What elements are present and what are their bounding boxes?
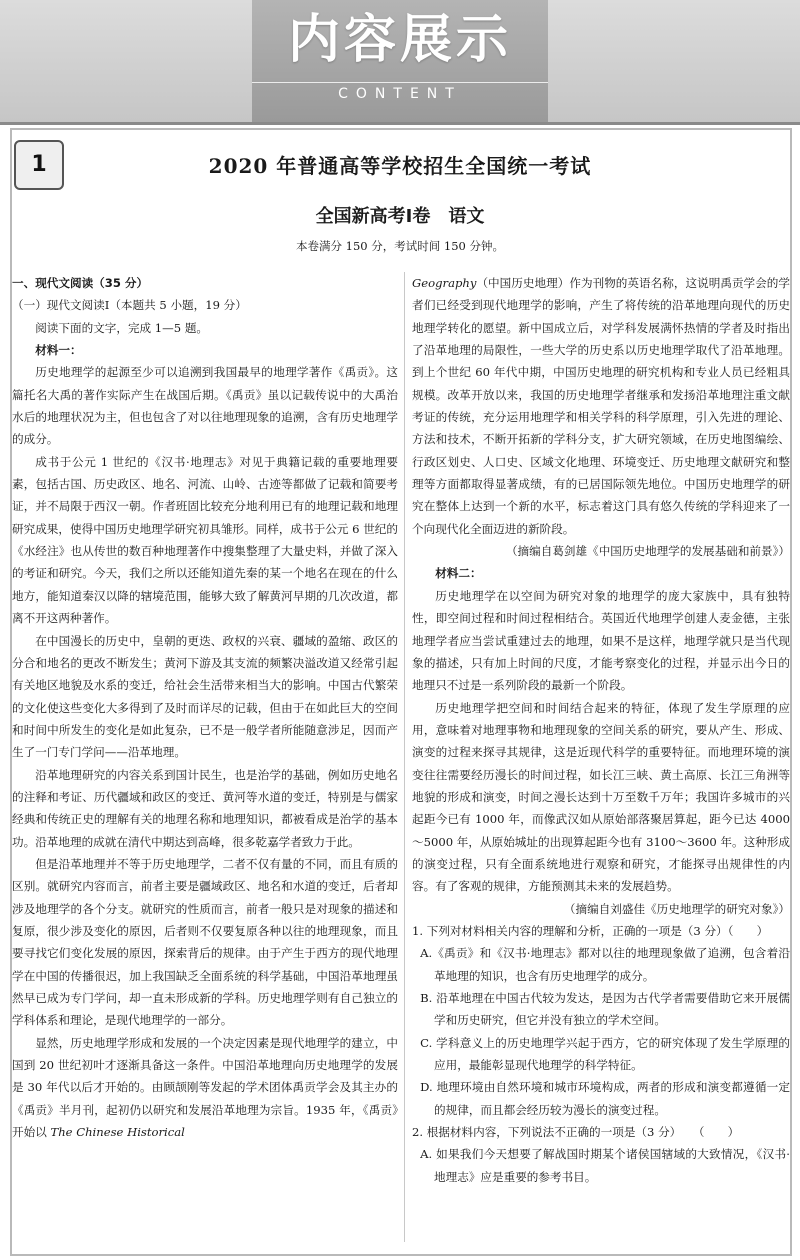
column-divider [404,272,405,1242]
left-column [12,272,398,1247]
question-2: 2. 根据材料内容，下列说法不正确的一项是（3 分） （ ） [412,1125,740,1140]
paragraph [412,272,790,540]
content-banner [0,0,800,125]
option: A. 如果我们今天想要了解战国时期某个诸侯国辖域的大致情况，《汉书·地理志》应是重要的参考书目。 [420,1147,790,1184]
paragraph-text: 显然，历史地理学形成和发展的一个决定因素是现代地理学的建立，中国到 20 世纪初叶才逐渐具备这一条件。中国沿革地理向历史地理学的发展是 30 年代以后才开始的。由顾颉刚等发起的学术团体禹贡学会及其主办的《禹贡》半月刊，起初仍以研究和发展沿革地理为宗旨。1935 年，《禹贡》开始以 [12,1035,398,1140]
section-heading: 一、现代文阅读（35 分） [12,276,149,290]
english-title: The Chinese Historical [50,1125,185,1140]
option: C. 学科意义上的历史地理学兴起于西方，它的研究体现了发生学原理的应用，最能彰显现代地理学的科学特征。 [420,1035,790,1073]
instruction: 阅读下面的文字，完成 1—5 题。 [35,320,209,335]
paragraph: 成书于公元 1 世纪的《汉书·地理志》对见于典籍记载的重要地理要素，包括古国、历史政区、地名、河流、山岭、古迹等都做了记载和简要考证，并不局限于西汉一朝。作者班固比较充分地利用已有的地理记载和地理研究成果，使得中国历史地理学研究初具雏形。同样，成书于公元 6 世纪的《水经注》也从传世的数百种地理著作中搜集整理了大量史料，并做了深入的考证和研究。今天，我们之所以还能知道先秦的某一个地名在现在的什么地方，能知道秦汉以降的辖境范围，能够大致了解黄河早期的几次改道，都离不开这两种著作。 [12,454,398,626]
banner-subtitle: CONTENT [338,86,462,102]
english-title-cont: Geography [412,276,477,290]
subsection-heading: （一）现代文阅读Ⅰ（本题共 5 小题，19 分） [12,298,247,313]
paragraph [12,1032,398,1144]
exam-subtitle: 全国新高考Ⅰ卷 语文 [315,206,485,227]
paragraph: 但是沿革地理并不等于历史地理学，二者不仅有量的不同，而且有质的区别。就研究内容而言，前者主要是疆域政区、地名和水道的变迁，后者却涉及地理学的各个分支。就研究的性质而言，前者一般只是对现象的描述和复原，很少涉及变化的原因，后者则不仅要复原各种以往的地理现象，而且要寻找它们变化发展的原因，探索背后的规律。由于产生于西方的现代地理学在中国的传播很迟，加上我国缺乏全面系统的科学基础，中国沿革地理虽然早已成为专门学问，却一直未形成新的学科。历史地理学则有自己独立的学科体系和理论，是现代地理学的一部分。 [12,856,398,1028]
option: B. 沿革地理在中国古代较为发达，是因为古代学者需要借助它来开展儒学和历史研究，但它并没有独立的学术空间。 [420,991,790,1028]
paragraph: 沿革地理研究的内容关系到国计民生，也是治学的基础，例如历史地名的注释和考证、历代疆域和政区的变迁、黄河等水道的变迁，特别是与儒家经典和传统正史的理解有关的地理名称和地理知识，都被看成是治学的基本功。沿革地理的成就在清代中期达到高峰，很多乾嘉学者致力于此。 [12,767,398,849]
question-1: 1. 下列对材料相关内容的理解和分析，正确的一项是（3 分）（ ） [412,923,769,938]
exam-title: 2020 年普通高等学校招生全国统一考试 [208,154,592,178]
paragraph: 历史地理学把空间和时间结合起来的特征，体现了发生学原理的应用，意味着对地理事物和地理现象的空间关系的研究，要从产生、形成、演变的过程来探寻其规律，这是近现代科学的重要特征。而地理环境的演变往往需要经历漫长的时间过程，如长江三峡、黄土高原、长江三角洲等地貌的形成和演变，时间之漫长达到十万至数千万年；我国许多城市的兴起距今已有 1000 年，而像武汉如从原始部落聚居算起，距今已达 4000～5000 年，从原始城址的出现算起距今也有 3100～3600 年。这种形成的演变过程，只有全面系统地进行观察和研究，才能探寻出规律性的内容。有了客观的规律，方能预测其未来的发展趋势。 [412,700,790,894]
paragraph: 在中国漫长的历史中，皇朝的更迭、政权的兴衰、疆域的盈缩、政区的分合和地名的更改不断发生；黄河下游及其支流的频繁决溢改道又经常引起有关地区地貌及水系的变迁，给社会生活带来相当大的影响。中国古代繁荣的文化使这些变化大多得到了及时而详尽的记载，但由于在如此巨大的空间和时间中所发生的变化是如此复杂，已不是一般学者所能随意涉足，因而产生了一门专门学问——沿革地理。 [12,633,398,760]
banner-card [252,0,548,122]
banner-title: 内容展示 [287,10,512,70]
material-1-label: 材料一： [35,343,82,358]
banner-rule [252,82,548,83]
material-2-label: 材料二： [435,566,482,581]
source-citation: （摘编自葛剑雄《中国历史地理学的发展基础和前景》） [505,544,790,559]
paragraph: 历史地理学的起源至少可以追溯到我国最早的地理学著作《禹贡》。这篇托名大禹的著作实际产生在战国后期。《禹贡》虽以记载传说中的大禹治水后的地理状况为主，但也包含了对以往地理现象的追溯，含有历史地理学的成分。 [12,365,398,447]
option: D. 地理环境由自然环境和城市环境构成，两者的形成和演变都遵循一定的规律，而且都会经历较为漫长的演变过程。 [420,1080,790,1117]
paragraph-text: （中国历史地理）作为刊物的英语名称，这说明禹贡学会的学者们已经受到现代地理学的影响，产生了将传统的沿革地理向现代的历史地理学转化的愿望。新中国成立后，对学科发展满怀热情的学者及时指出了沿革地理的局限性，一些大学的历史系以历史地理学取代了沿革地理。到上个世纪 60 年代中期，中国历史地理的研究机构和专业人员已经粗具规模。改革开放以来，我国的历史地理学者继承和发扬沿革地理注重文献考证的传统，充分运用地理学和相关学科的科学原理，引入先进的理论、方法和技术，不断开拓新的学科分支，扩大研究领域，在历史地图编绘、行政区划史、人口史、区域文化地理、环境变迁、历史地理文献研究和整理等方面都取得显著成绩，有的已居国际领先地位。中国历史地理学的研究在整体上达到一个新的水平，标志着这门具有悠久传统的学科迎来了一个向现代化全面迈进的新阶段。 [412,276,790,536]
right-column [412,272,790,1247]
paragraph: 历史地理学在以空间为研究对象的地理学的庞大家族中，具有独特性，即空间过程和时间过程相结合。英国近代地理学创建人麦金德，主张地理学者应当尝试重建过去的地理，如果不是这样，地理学就只是当代现象的描述，只有加上时间的尺度，才能考察变化的过程，并显示出今日的地理只不过是一系列阶段的最新一个阶段。 [412,588,790,693]
option: A.《禹贡》和《汉书·地理志》都对以往的地理现象做了追溯，包含着沿革地理的知识，也含有历史地理学的成分。 [420,946,790,983]
item-number-badge: 1 [14,140,64,190]
source-citation: （摘编自刘盛佳《历史地理学的研究对象》） [563,901,790,916]
exam-note: 本卷满分 150 分，考试时间 150 分钟。 [295,239,505,253]
